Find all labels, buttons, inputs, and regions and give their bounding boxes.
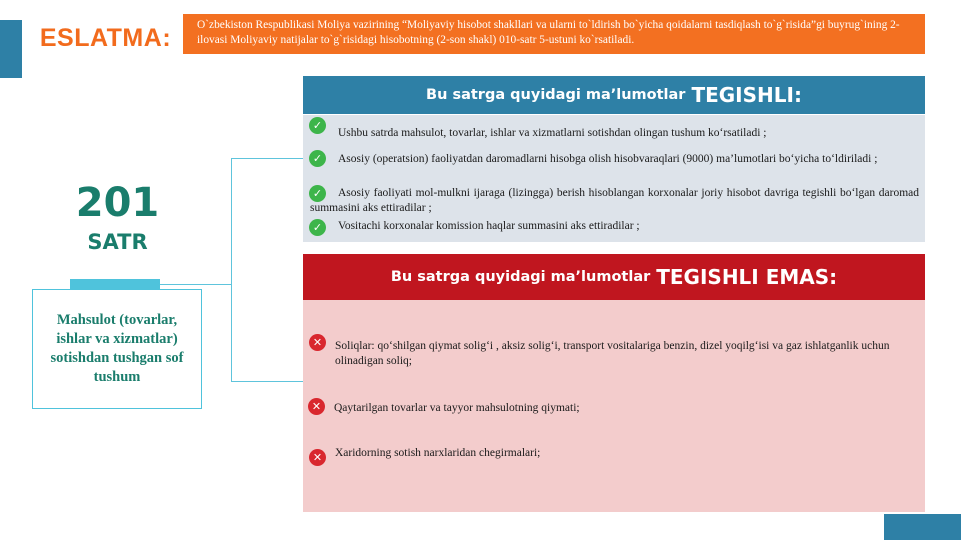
check-circle-icon: ✓ bbox=[309, 219, 326, 236]
line-number: 201 bbox=[75, 180, 160, 226]
x-circle-icon: ✕ bbox=[308, 398, 325, 415]
applies-panel bbox=[303, 115, 925, 242]
line-word: SATR bbox=[87, 230, 148, 254]
check-circle-icon: ✓ bbox=[309, 150, 326, 167]
applies-header-prefix: Bu satrga quyidagi ma’lumotlar bbox=[426, 87, 686, 103]
applies-item bbox=[310, 186, 919, 215]
not-applies-header-prefix: Bu satrga quyidagi ma’lumotlar bbox=[390, 269, 651, 285]
applies-header-emphasis: TEGISHLI: bbox=[691, 83, 802, 107]
connector-vertical bbox=[231, 158, 232, 382]
applies-item: Vositachi korxonalar komission haqlar summasini aks ettiradilar ; bbox=[338, 220, 640, 232]
not-applies-item: Soliqlar: qo‘shilgan qiymat solig‘i , aksiz solig‘i, transport vositalariga benzin, dizel yoqilg‘isi va gaz ishlatganlik uchun olinadigan soliq; bbox=[335, 340, 890, 367]
not-applies-header bbox=[303, 254, 925, 300]
connector-to-not-applies bbox=[231, 381, 303, 382]
line-description: Mahsulot (tovarlar, ishlar va xizmatlar) sotishdan tushgan sof tushum bbox=[32, 289, 202, 409]
accent-bar-top-left bbox=[0, 20, 22, 78]
connector-to-applies bbox=[231, 158, 303, 159]
connector-horizontal bbox=[160, 284, 232, 285]
eslatma-label: ESLATMA: bbox=[39, 23, 172, 52]
applies-header bbox=[303, 76, 925, 114]
line-underline-bar bbox=[70, 279, 160, 289]
applies-item: Ushbu satrda mahsulot, tovarlar, ishlar va xizmatlarni sotishdan olingan tushum ko‘rsatiladi ; bbox=[338, 127, 767, 139]
not-applies-header-emphasis: TEGISHLI EMAS: bbox=[656, 265, 838, 289]
applies-item-text: Asosiy (operatsion) faoliyatdan daromadlarni hisobga olish hisobvaraqlari (9000) ma’lumotlari bo‘yicha to‘ldiriladi ; bbox=[338, 153, 878, 165]
not-applies-item: Xaridorning sotish narxlaridan chegirmalari; bbox=[335, 447, 541, 459]
applies-item-text: Asosiy faoliyati mol-mulkni ijaraga (lizingga) berish hisoblangan korxonalar joriy hisobot davriga tegishli bo‘lgan daromad summasini aks ettiradilar ; bbox=[310, 187, 919, 214]
x-circle-icon: ✕ bbox=[309, 449, 326, 466]
not-applies-item: Qaytarilgan tovarlar va tayyor mahsulotning qiymati; bbox=[334, 402, 580, 414]
check-circle-icon: ✓ bbox=[309, 117, 326, 134]
accent-bar-bottom-right bbox=[884, 514, 961, 540]
x-circle-icon: ✕ bbox=[309, 334, 326, 351]
check-circle-icon: ✓ bbox=[309, 185, 326, 202]
applies-item bbox=[310, 152, 919, 167]
note-text: O`zbekiston Respublikasi Moliya vazirining “Moliyaviy hisobot shakllari va ularni to`ldirish bo`yicha qoidalarni tasdiqlash to`g`risida”gi buyrug`ining 2-ilovasi Moliyaviy natijalar to`g`risidagi hisobotning (2-son shakl) 010-satr 5-ustuni ko`rsatiladi. bbox=[183, 14, 925, 54]
not-applies-panel bbox=[303, 300, 925, 512]
